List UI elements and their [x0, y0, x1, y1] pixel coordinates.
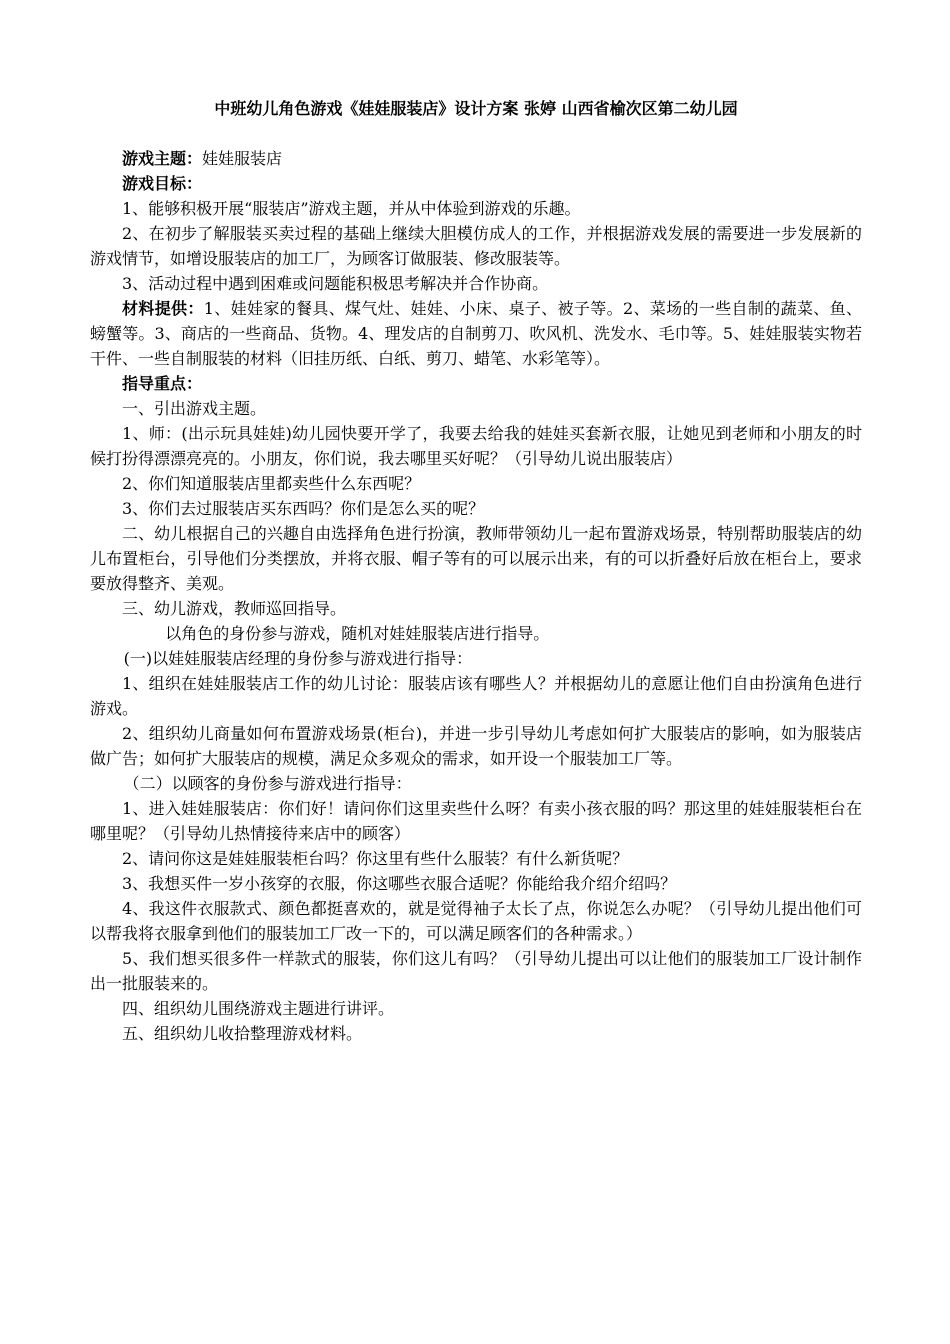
theme-line — [90, 146, 862, 171]
goals-heading — [90, 171, 862, 196]
theme-value: 娃娃服装店 — [202, 149, 283, 168]
goal-item: 3、活动过程中遇到困难或问题能积极思考解决并合作协商。 — [122, 274, 549, 293]
step-3-sub-a-item: 2、组织幼儿商量如何布置游戏场景(柜台)，并进一步引导幼儿考虑如何扩大服装店的影响，如为服装店做广告；如何扩大服装店的规模，满足众多观众的需求，如开设一个服装加工厂等。 — [90, 724, 862, 768]
guidance-label: 指导重点： — [122, 374, 203, 393]
step-1: 一、引出游戏主题。 — [122, 399, 267, 418]
step-3-sub-b-item: 4、我这件衣服款式、颜色都挺喜欢的，就是觉得袖子太长了点，你说怎么办呢？（引导幼儿提出他们可以帮我将衣服拿到他们的服装加工厂改一下的，可以满足顾客们的各种需求。） — [90, 899, 862, 943]
step-3: 三、幼儿游戏，教师巡回指导。 — [122, 599, 347, 618]
step-5: 五、组织幼儿收拾整理游戏材料。 — [122, 1024, 363, 1043]
step-3-sub-a: (一)以娃娃服装店经理的身份参与游戏进行指导： — [123, 649, 473, 668]
document-title: 中班幼儿角色游戏《娃娃服装店》设计方案 张婷 山西省榆次区第二幼儿园 — [214, 99, 738, 118]
step-3-sub-a-item: 1、组织在娃娃服装店工作的幼儿讨论：服装店该有哪些人？并根据幼儿的意愿让他们自由扮演角色进行游戏。 — [90, 674, 862, 718]
step-3-sub-b-item: 5、我们想买很多件一样款式的服装，你们这儿有吗？（引导幼儿提出可以让他们的服装加工厂设计制作出一批服装来的。 — [90, 949, 862, 993]
materials-label: 材料提供： — [122, 299, 204, 318]
materials-line — [90, 296, 862, 371]
step-1-item: 3、你们去过服装店买东西吗？你们是怎么买的呢？ — [122, 499, 485, 518]
step-3-sub-b: （二）以顾客的身份参与游戏进行指导： — [123, 774, 412, 793]
step-4: 四、组织幼儿围绕游戏主题进行讲评。 — [122, 999, 395, 1018]
step-2: 二、幼儿根据自己的兴趣自由选择角色进行扮演，教师带领幼儿一起布置游戏场景，特别帮助服装店的幼儿布置柜台，引导他们分类摆放，并将衣服、帽子等有的可以展示出来，有的可以折叠好后放在柜台上，要求要放得整齐、美观。 — [90, 524, 862, 593]
step-3-sub-b-item: 2、请问你这是娃娃服装柜台吗？你这里有些什么服装？有什么新货呢？ — [122, 849, 629, 868]
theme-label: 游戏主题： — [122, 149, 203, 168]
goal-item: 2、在初步了解服装买卖过程的基础上继续大胆模仿成人的工作，并根据游戏发展的需要进一步发展新的游戏情节，如增设服装店的加工厂，为顾客订做服装、修改服装等。 — [90, 224, 862, 268]
guidance-heading — [90, 371, 862, 396]
document-page — [90, 96, 862, 1046]
step-3-sub-b-item: 3、我想买件一岁小孩穿的衣服，你这哪些衣服合适呢？你能给我介绍介绍吗？ — [122, 874, 677, 893]
step-3-sub-b-item: 1、进入娃娃服装店：你们好！请问你们这里卖些什么呀？有卖小孩衣服的吗？那这里的娃娃服装柜台在哪里呢？（引导幼儿热情接待来店中的顾客） — [90, 799, 862, 843]
goals-label: 游戏目标： — [122, 174, 203, 193]
materials-text: 1、娃娃家的餐具、煤气灶、娃娃、小床、桌子、被子等。2、菜场的一些自制的蔬菜、鱼、螃蟹等。3、商店的一些商品、货物。4、理发店的自制剪刀、吹风机、洗发水、毛巾等。5、娃娃服装实物若干件、一些自制服装的材料（旧挂历纸、白纸、剪刀、蜡笔、水彩笔等）。 — [90, 299, 862, 368]
goal-item: 1、能够积极开展“服装店”游戏主题，并从中体验到游戏的乐趣。 — [122, 199, 581, 218]
step-1-item: 2、你们知道服装店里都卖些什么东西呢？ — [122, 474, 421, 493]
step-1-item: 1、师：(出示玩具娃娃)幼儿园快要开学了，我要去给我的娃娃买套新衣服，让她见到老师和小朋友的时候打扮得漂漂亮亮的。小朋友，你们说，我去哪里买好呢？（引导幼儿说出服装店） — [90, 424, 862, 468]
step-3-intro: 以角色的身份参与游戏，随机对娃娃服装店进行指导。 — [165, 624, 550, 643]
